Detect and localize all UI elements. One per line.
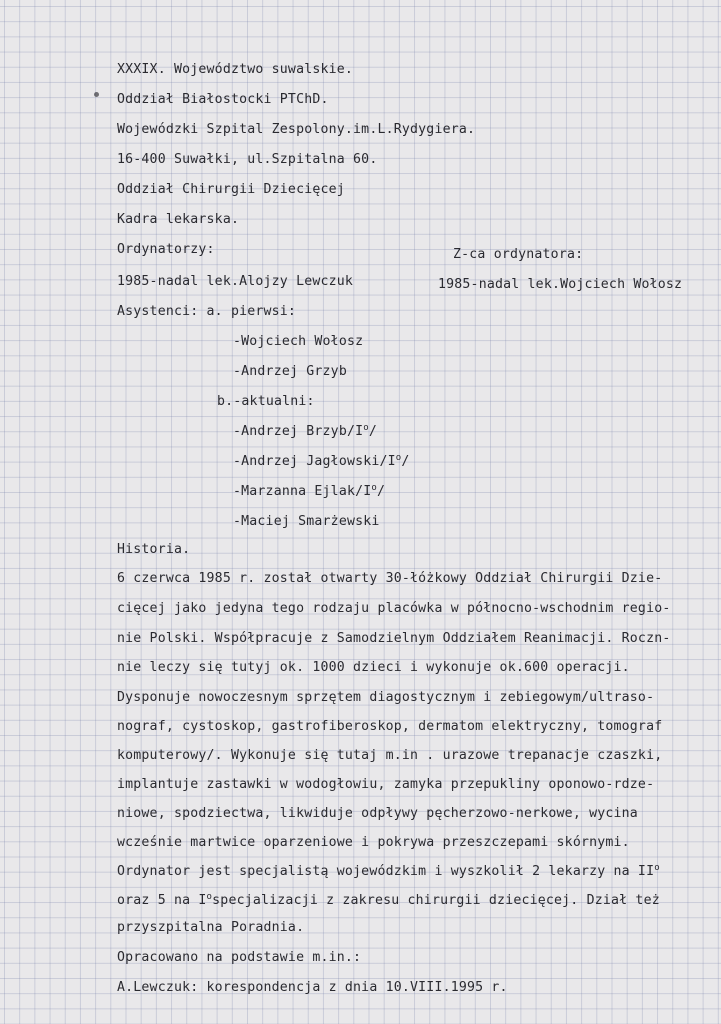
current-assistant-4: -Maciej Smarżewski xyxy=(233,514,380,529)
history-line-9: niowe, spodziectwa, likwiduje odpływy pęcherzowo-nerkowe, wycina xyxy=(117,806,638,821)
history-title: Historia. xyxy=(117,542,191,557)
header-line-3: Wojewódzki Szpital Zespolony.im.L.Rydygiera. xyxy=(117,122,476,137)
history-line-4: nie leczy się tutyj ok. 1000 dzieci i wykonuje ok.600 operacji. xyxy=(117,660,630,675)
deputy-label: Z-ca ordynatora: xyxy=(453,247,584,262)
history-line-1: 6 czerwca 1985 r. został otwarty 30-łóżkowy Oddział Chirurgii Dzie- xyxy=(117,571,663,586)
history-line-12: oraz 5 na $I^ospecjalizacji$ z zakresu chirurgii dziecięcej. Dział też xyxy=(117,892,660,908)
ordinator-entry: 1985-nadal lek.Alojzy Lewczuk xyxy=(117,274,354,289)
deputy-entry: 1985-nadal lek.Wojciech Wołosz xyxy=(438,277,683,292)
header-line-4: 16-400 Suwałki, ul.Szpitalna 60. xyxy=(117,152,378,167)
current-assistant-2: -Andrzej Jagłowski/$I^o/$ xyxy=(233,453,410,469)
history-line-13: przyszpitalna Poradnia. xyxy=(117,920,305,935)
history-line-3: nie Polski. Współpracuje z Samodzielnym Oddziałem Reanimacji. Roczn- xyxy=(117,631,671,646)
current-label: b.-aktualni: xyxy=(217,394,315,409)
sources-label: Opracowano na podstawie m.in.: xyxy=(117,950,362,965)
header-line-6: Kadra lekarska. xyxy=(117,212,240,227)
ordinators-label: Ordynatorzy: xyxy=(117,242,215,257)
header-line-5: Oddział Chirurgii Dziecięcej xyxy=(117,182,345,197)
history-line-10: wcześnie martwice oparzeniowe i pokrywa przeszczepami skórnymi. xyxy=(117,835,630,850)
history-line-5: Dysponuje nowoczesnym sprzętem diagostycznym i zebiegowym/ultraso- xyxy=(117,690,655,705)
history-line-6: nograf, cystoskop, gastrofiberoskop, dermatom elektryczny, tomograf xyxy=(117,719,663,734)
history-line-11: Ordynator jest specjalistą wojewódzkim i wyszkolił 2 lekarzy na $II^o$ xyxy=(117,863,660,879)
history-line-7: komputerowy/. Wykonuje się tutaj m.in . urazowe trepanacje czaszki, xyxy=(117,748,663,763)
history-line-8: implantuje zastawki w wodogłowiu, zamyka przepukliny oponowo-rdze- xyxy=(117,777,655,792)
header-line-2: Oddział Białostocki PTChD. xyxy=(117,92,329,107)
assistants-label: Asystenci: a. pierwsi: xyxy=(117,304,297,319)
history-line-2: cięcej jako jedyna tego rodzaju placówka w północno-wschodnim regio- xyxy=(117,601,671,616)
ink-spot xyxy=(94,92,99,97)
current-assistant-3: -Marzanna Ejlak/$I^o/$ xyxy=(233,483,386,499)
header-line-1: XXXIX. Województwo suwalskie. xyxy=(117,62,354,77)
sources-entry: A.Lewczuk: korespondencja z dnia 10.VIII.1995 r. xyxy=(117,980,508,995)
first-assistant-2: -Andrzej Grzyb xyxy=(233,364,347,379)
current-assistant-1: -Andrzej Brzyb/$I^o/$ xyxy=(233,423,377,439)
first-assistant-1: -Wojciech Wołosz xyxy=(233,334,364,349)
